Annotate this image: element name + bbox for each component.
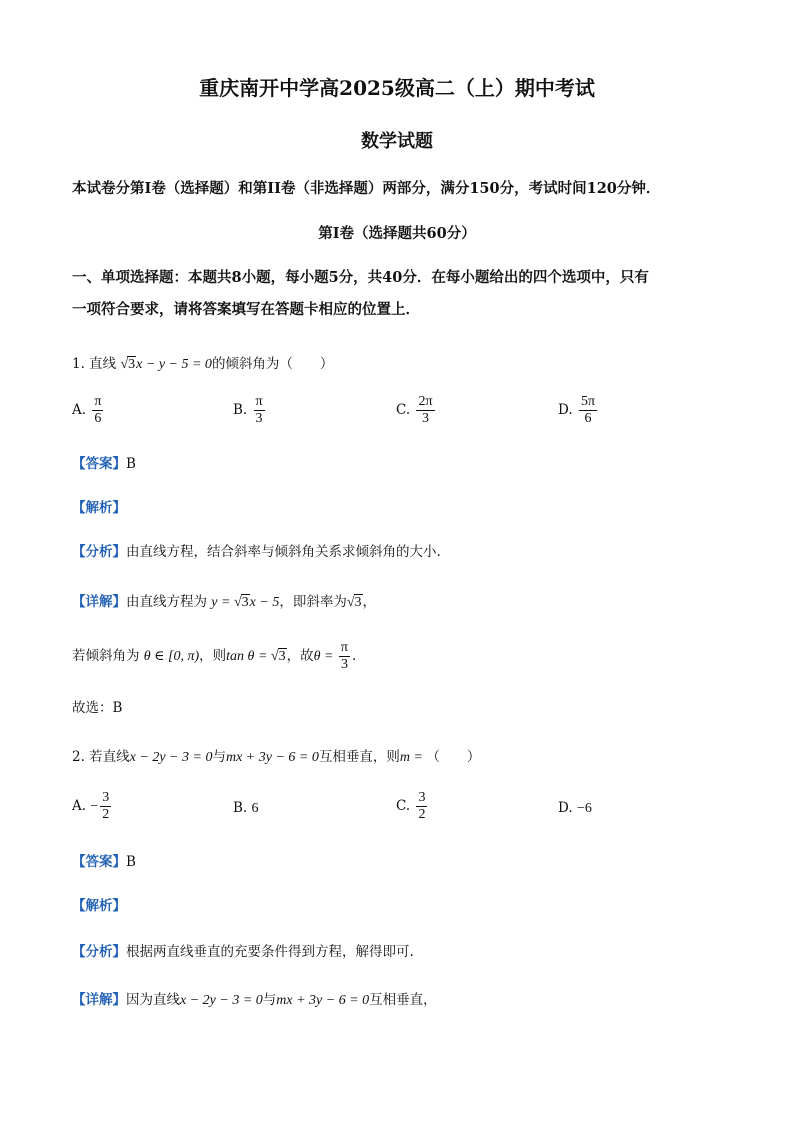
q1-option-d: D. $\frac{5\pi}{6}$ [558,394,596,427]
q2-fenxi: 【分析】根据两直线垂直的充要条件得到方程，解得即可. [72,944,414,960]
exam-title: 重庆南开中学高2025级高二（上）期中考试 [199,76,595,100]
answer-label: 【答案】 [72,456,126,472]
question-1-equation: √3x − y − 5 = 0 [120,357,212,372]
q1-choose: 故选：B [72,700,123,716]
q2-option-c: C. $\frac{3}{2}$ [396,790,426,823]
q2-option-b: B. 6 [233,800,259,816]
question-1-stem [72,352,333,373]
question-2-stem: 2. 若直线x − 2y − 3 = 0与mx + 3y − 6 = 0互相垂直，则m = （ ） [72,749,481,765]
q1-option-a: A. $\frac{\pi}{6}$ [72,394,102,427]
q1-detail: 【详解】由直线方程为 y = √3x − 5，即斜率为√3， [72,594,377,610]
part-heading: 第I卷（选择题共60分） [318,225,476,242]
q2-option-d: D. −6 [558,800,592,816]
q1-detail-line2: 若倾斜角为 θ ∈ [0, π)，则tan θ = √3，故θ = $\frac{\pi}{3}$ . [72,640,357,673]
section-heading-line2: 一项符合要求，请将答案填写在答题卡相应的位置上． [72,301,420,318]
question-1-prefix: 1. 直线 [72,356,117,372]
exam-intro: 本试卷分第I卷（选择题）和第II卷（非选择题）两部分，满分150分，考试时间120分钟． [72,180,661,197]
q1-analysis-label: 【解析】 [72,500,126,516]
q1-option-b: B. $\frac{\pi}{3}$ [233,394,263,427]
q2-detail: 【详解】因为直线x − 2y − 3 = 0与mx + 3y − 6 = 0互相垂直， [72,992,437,1008]
q2-option-a: A. − $\frac{3}{2}$ [72,790,110,823]
q1-fenxi: 【分析】由直线方程，结合斜率与倾斜角关系求倾斜角的大小. [72,544,441,560]
q2-answer: 【答案】B [72,854,136,870]
section-heading-line1: 一、单项选择题：本题共8小题，每小题5分，共40分．在每小题给出的四个选项中，只有 [72,269,649,286]
q1-answer: 【答案】B [72,456,136,472]
question-1-suffix: 的倾斜角为（ ） [211,356,334,372]
q1-option-c: C. $\frac{2\pi}{3}$ [396,394,433,427]
exam-subtitle: 数学试题 [361,131,433,152]
q2-analysis-label: 【解析】 [72,898,126,914]
